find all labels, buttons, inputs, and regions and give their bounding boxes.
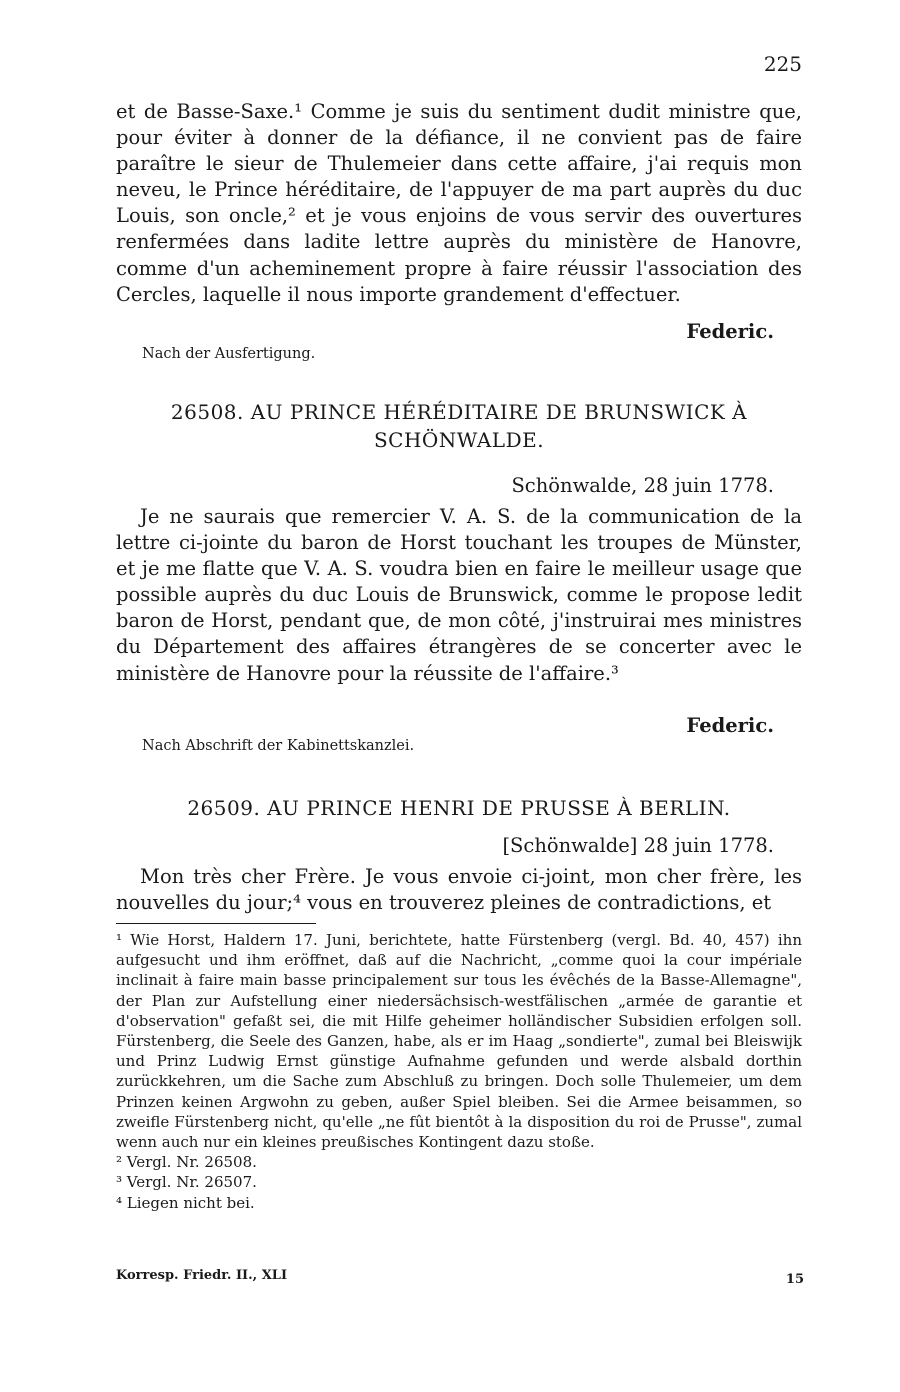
letter-26509-dateline: [Schönwalde] 28 juin 1778. <box>502 834 774 857</box>
footnote-4: ⁴ Liegen nicht bei. <box>116 1193 255 1212</box>
letter-26508-heading-line1: 26508. AU PRINCE HÉRÉDITAIRE DE BRUNSWICK À <box>170 400 748 424</box>
intro-signature: Federic. <box>686 320 774 343</box>
footnote-divider <box>116 923 316 924</box>
footnote-3: ³ Vergl. Nr. 26507. <box>116 1173 257 1192</box>
footnotes <box>116 930 802 1213</box>
letter-26509-paragraph: Mon très cher Frère. Je vous envoie ci-joint, mon cher frère, les nouvelles du jour;⁴ vous en trouverez pleines de contradictions, et <box>116 865 802 915</box>
letter-26508-heading <box>116 398 802 454</box>
footer-signature-mark: Korresp. Friedr. II., XLI <box>116 1268 288 1283</box>
page-number: 225 <box>763 52 802 76</box>
letter-26508-dateline: Schönwalde, 28 juin 1778. <box>511 474 774 497</box>
footnote-1: ¹ Wie Horst, Haldern 17. Juni, berichtete, hatte Fürstenberg (vergl. Bd. 40, 457) ihn aufgesucht und ihm eröffnet, daß auf die Nachricht, „comme quoi la cour impériale inclinait à faire main basse principalement sur tous les évêchés de la Basse-Allemagne", der Plan zur Aufstellung einer niedersächsisch-westfälischen „armée de garantie et d'observation" gefaßt sei, die mit Hilfe geheimer holländischer Subsidien erfolgen soll. Fürstenberg, die Seele des Ganzen, habe, als er im Haag „sondierte", zumal bei Bleiswijk und Prinz Ludwig Ernst günstige Aufnahme gefunden und werde alsbald dorthin zurückkehren, um die Sache zum Abschluß zu bringen. Doch solle Thulemeier, um dem Prinzen keinen Argwohn zu geben, außer Spiel bleiben. Sei die Armee beisammen, so zweifle Fürstenberg nicht, qu'elle „ne fût bientôt à la disposition du roi de Prusse", zumal wenn auch nur ein kleines preußisches Kontingent dazu stoße. <box>116 931 802 1152</box>
intro-source-note: Nach der Ausfertigung. <box>142 346 316 362</box>
intro-paragraph: et de Basse-Saxe.¹ Comme je suis du sentiment dudit ministre que, pour éviter à donner de la défiance, il ne convient pas de faire paraître le sieur de Thulemeier dans cette affaire, j'ai requis mon neveu, le Prince héréditaire, de l'appuyer de ma part auprès du duc Louis, son oncle,² et je vous enjoins de vous servir des ouvertures renfermées dans ladite lettre auprès du ministère de Hanovre, comme d'un acheminement propre à faire réussir l'association des Cercles, laquelle il nous importe grandement d'effectuer. <box>116 100 802 306</box>
footnote-2: ² Vergl. Nr. 26508. <box>116 1153 257 1172</box>
letter-26509-heading: 26509. AU PRINCE HENRI DE PRUSSE À BERLIN. <box>187 796 731 820</box>
letter-26508-source-note: Nach Abschrift der Kabinettskanzlei. <box>142 738 415 754</box>
footer-sheet-number: 15 <box>785 1272 804 1287</box>
letter-26508-heading-line2: SCHÖNWALDE. <box>373 428 545 452</box>
letter-26508-paragraph: Je ne saurais que remercier V. A. S. de la communication de la lettre ci-jointe du baron de Horst touchant les troupes de Münster, et je me flatte que V. A. S. voudra bien en faire le meilleur usage que possible auprès du duc Louis de Brunswick, comme le propose ledit baron de Horst, pendant que, de mon côté, j'instruirai mes ministres du Département des affaires étrangères de se concerter avec le ministère de Hanovre pour la réussite de l'affaire.³ <box>116 505 802 685</box>
letter-26508-signature: Federic. <box>686 714 774 737</box>
